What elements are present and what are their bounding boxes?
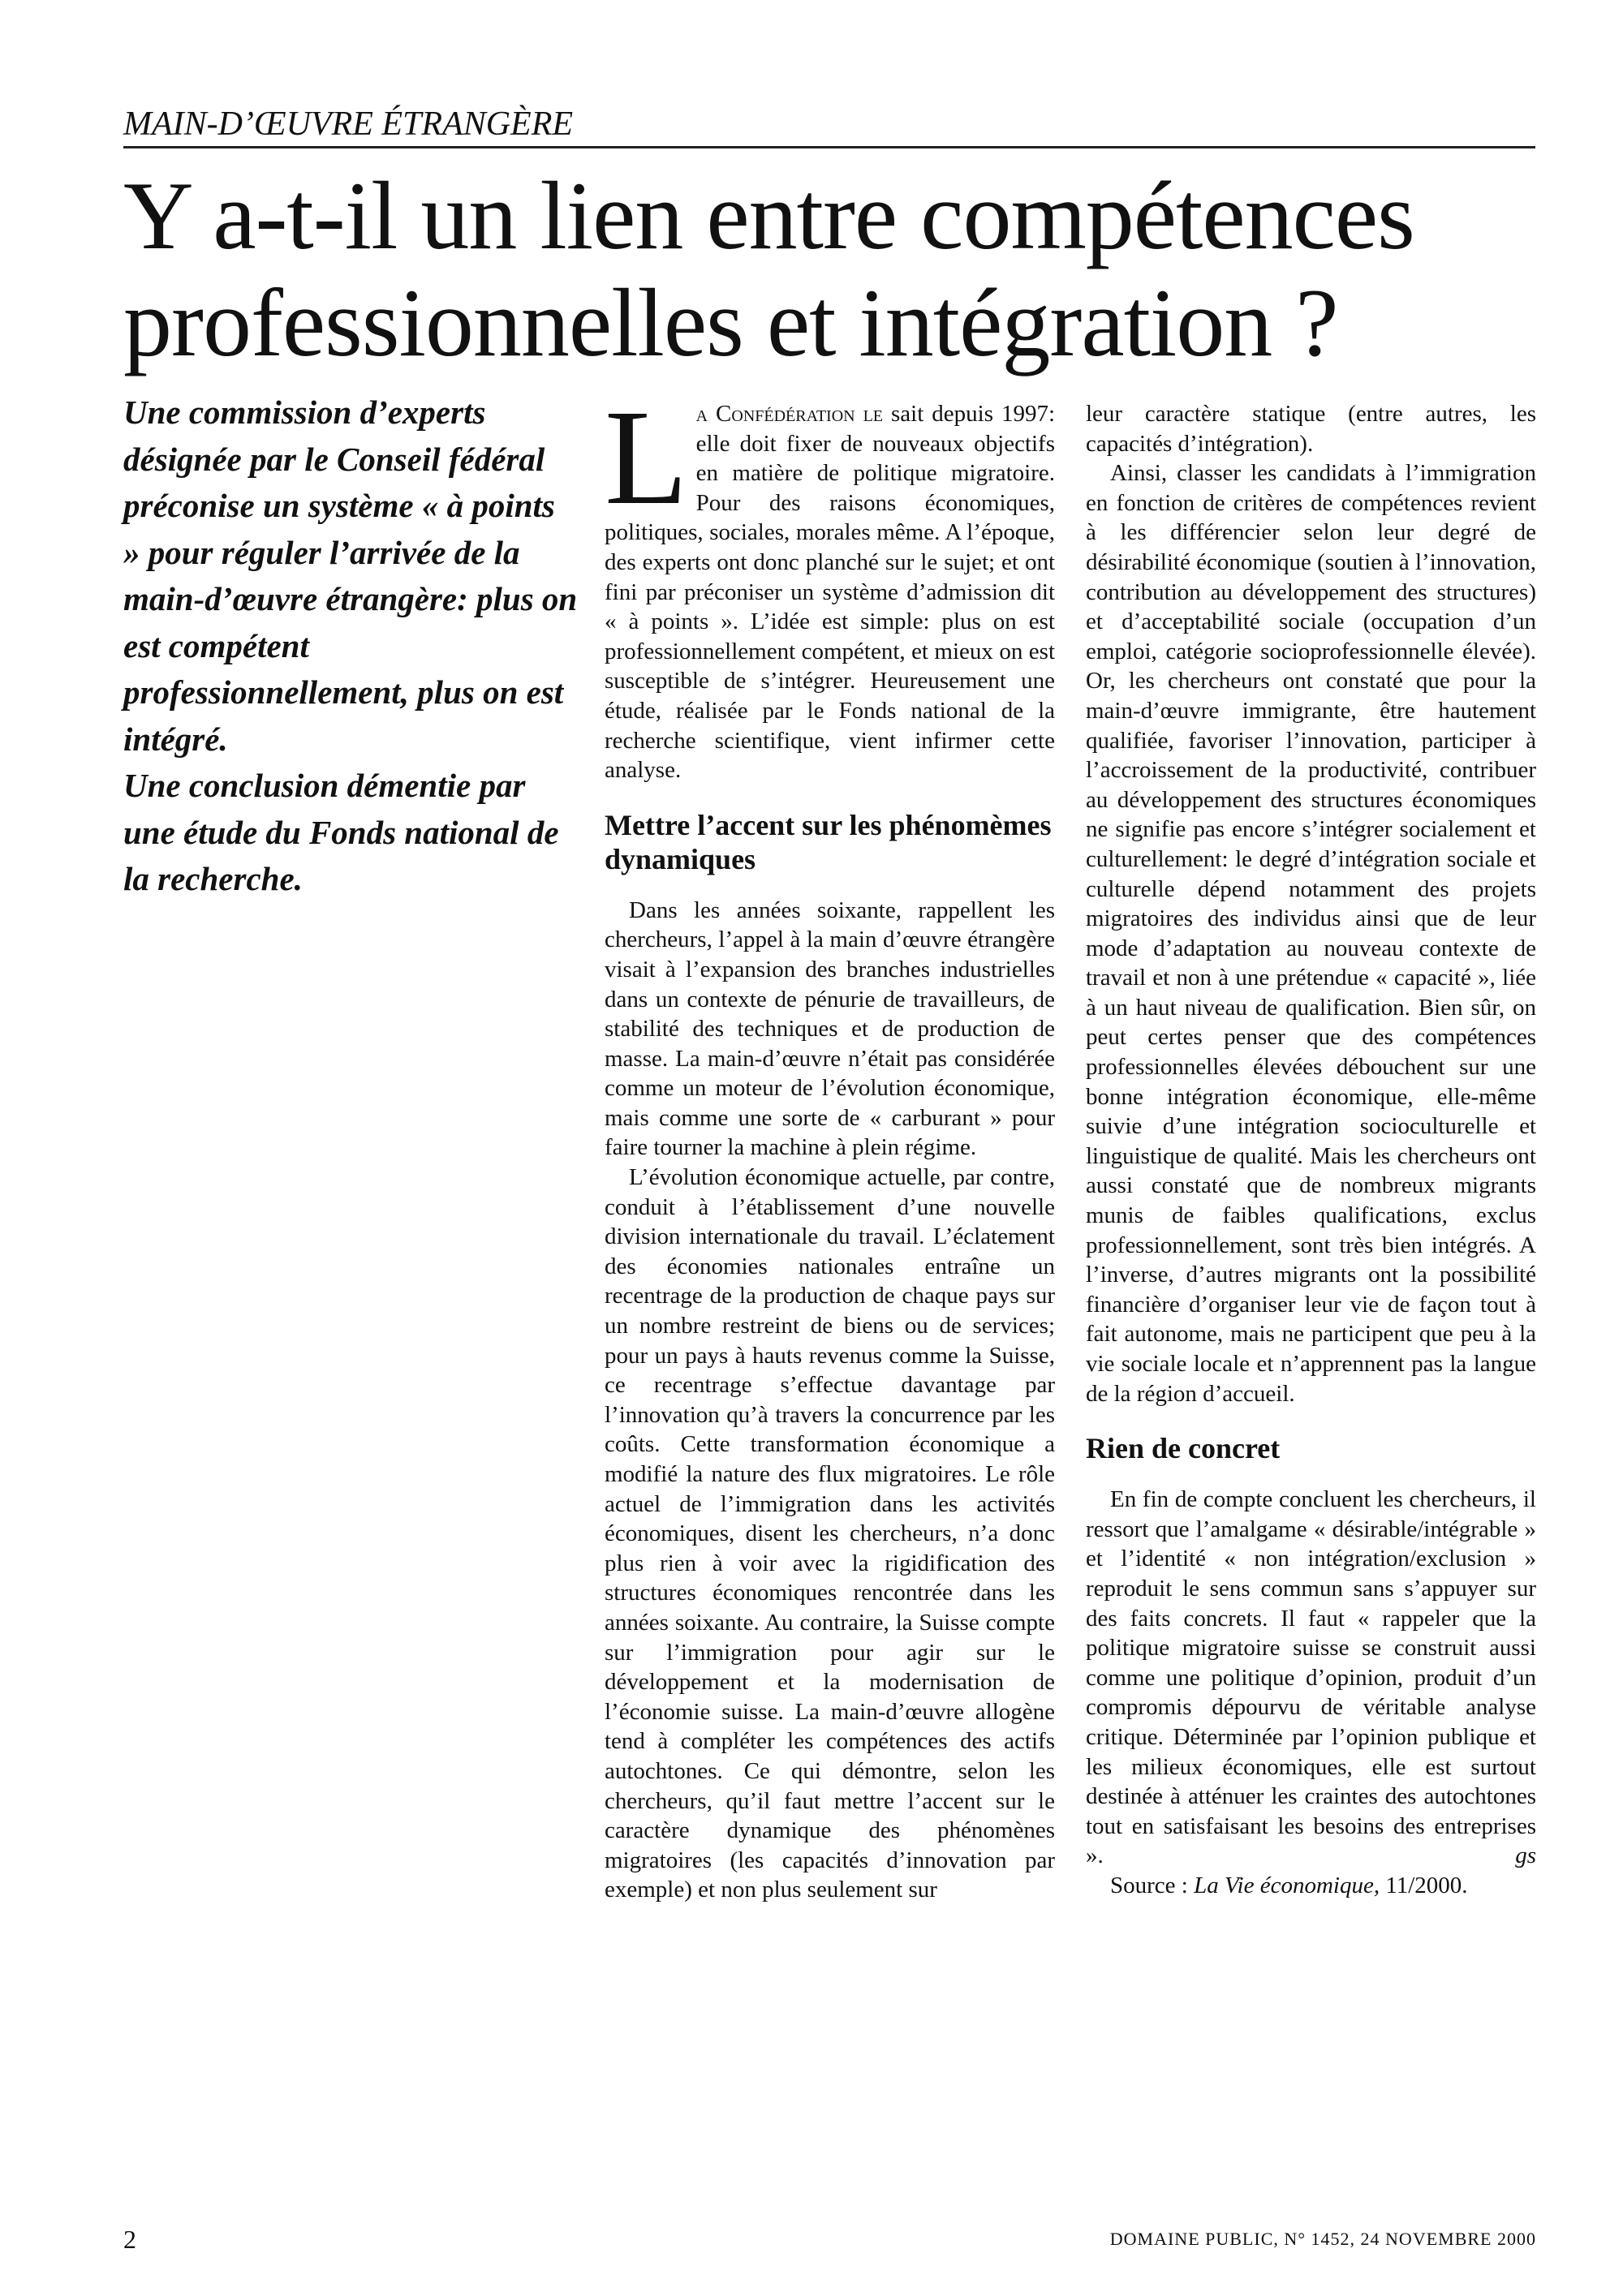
source-issue: 11/2000.: [1380, 1872, 1468, 1898]
article-column-1: [605, 382, 1056, 1905]
section-heading: Rien de concret: [1086, 1432, 1281, 1465]
publication-info: DOMAINE PUBLIC, N° 1452, 24 NOVEMBRE 2000: [1109, 2229, 1536, 2249]
intro-smallcaps: a Confédération le: [695, 401, 884, 427]
lead-paragraph: Une conclusion démentie par une étude du Fonds national de la recherche.: [123, 767, 559, 897]
body-paragraph: Ainsi, classer les candidats à l’immigration en fonction de critères de compétences revient à les différencier selon leur degré de désirabilité économique (soutien à l’innovation, contribution au développement des structures) et d’acceptabilité sociale (occupation d’un emploi, catégorie socioprofessionnelle élevée). Or, les chercheurs ont constaté que pour la main-d’œuvre immigrante, être hautement qualifiée, favoriser l’innovation, participer à l’accroissement de la productivité, contribuer au développement des structures économiques ne signifie pas encore s’intégrer socialement et culturellement: le degré d’intégration sociale et culturelle dépend notamment des projets migratoires des individus ainsi que de leur mode d’adaptation au nouveau contexte de travail et non à une prétendue « capacité », liée à un haut niveau de qualification. Bien sûr, on peut certes penser que des compétences professionnelles élevées débouchent sur une bonne intégration économique, elle-même suivie d’une intégration socioculturelle et linguistique de qualité. Mais les chercheurs ont aussi constaté que de nombreux migrants munis de faibles qualifications, exclus professionnellement, sont très bien intégrés. A l’inverse, d’autres migrants ont la possibilité financière d’organiser leur vie de façon tout à fait autonome, mais ne participent que peu à la vie sociale locale et n’apprennent pas la langue de la région d’accueil.: [1086, 460, 1536, 1407]
source-title: La Vie économique,: [1194, 1872, 1380, 1898]
intro-text: sait depuis 1997: elle doit fixer de nouveaux objectifs en matière de politique migratoire. Pour des raisons économiques, politiques, sociales, morales même. A l’époque, des experts ont donc planché sur le sujet; et ont fini par préconiser un système d’admission dit « à points ». L’idée est simple: plus on est professionnellement compétent, et mieux on est susceptible de s’intégrer. Heureusement une étude, réalisée par le Fonds national de la recherche scientifique, vient infirmer cette analyse.: [605, 401, 1056, 784]
section-heading: Mettre l’accent sur les phénomèmes dynamiques: [605, 808, 1052, 875]
body-paragraph: L’évolution économique actuelle, par contre, conduit à l’établissement d’une nouvelle division internationale du travail. L’éclatement des économies nationales entraîne un recentrage de la production de chaque pays sur un nombre restreint de biens ou de services; pour un pays à hauts revenus comme la Suisse, ce recentrage s’effectue davantage par l’innovation qu’à travers la concurrence par les coûts. Cette transformation économique a modifié la nature des flux migratoires. Le rôle actuel de l’immigration dans les activités économiques, disent les chercheurs, n’a donc plus rien à voir avec la rigidification des structures économiques rencontrée dans les années soixante. Au contraire, la Suisse compte sur l’immigration pour agir sur le développement et la modernisation de l’économie suisse. La main-d’œuvre allogène tend à compléter les compétences des actifs autochtones. Ce qui démontre, selon les chercheurs, qu’il faut mettre l’accent sur le caractère dynamique des phénomènes migratoires (les capacités d’innovation par exemple) et non plus seulement sur: [605, 1164, 1055, 1903]
author-signature: gs: [1515, 1842, 1536, 1869]
article-lead: [123, 389, 578, 903]
page-number: 2: [123, 2225, 136, 2254]
body-paragraph-continued: leur caractère statique (entre autres, les capacités d’intégration).: [1086, 401, 1536, 457]
body-paragraph: Dans les années soixante, rappellent les chercheurs, l’appel à la main d’œuvre étrangère visait à l’expansion des branches industrielles dans un contexte de pénurie de travailleurs, de stabilité des techniques et de production de masse. La main-d’œuvre n’était pas considérée comme un moteur de l’évolution économique, mais comme une sorte de « carburant » pour faire tourner la machine à plein régime.: [605, 896, 1055, 1161]
source-label: Source :: [1110, 1872, 1195, 1898]
intro-paragraph: [605, 382, 1056, 785]
article-title: Y a-t-il un lien entre compétences professionnelles et intégration ?: [123, 161, 1414, 376]
body-paragraph: [1086, 1485, 1536, 1871]
drop-cap: L: [605, 382, 688, 533]
conclusion-text: En fin de compte concluent les chercheurs, il ressort que l’amalgame « désirable/intégrable » et l’identité « non intégration/exclusion » reproduit le sens commun sans s’appuyer sur des faits concrets. Il faut « rappeler que la politique migratoire suisse se construit aussi comme une politique d’opinion, produit d’un compromis dépourvu de véritable analyse critique. Déterminée par l’opinion publique et les milieux économiques, elle est surtout destinée à atténuer les craintes des autochtones tout en satisfaisant les besoins des entreprises ».: [1086, 1486, 1536, 1869]
article-column-2: [1086, 399, 1536, 1901]
section-rubric: MAIN-D’ŒUVRE ÉTRANGÈRE: [123, 104, 1535, 148]
lead-paragraph: Une commission d’experts désignée par le Conseil fédéral préconise un système « à points » pour réguler l’arrivée de la main-d’œuvre étrangère: plus on est compétent professionnellement, plus on est intégré.: [123, 393, 578, 758]
source-line: [1086, 1871, 1536, 1901]
